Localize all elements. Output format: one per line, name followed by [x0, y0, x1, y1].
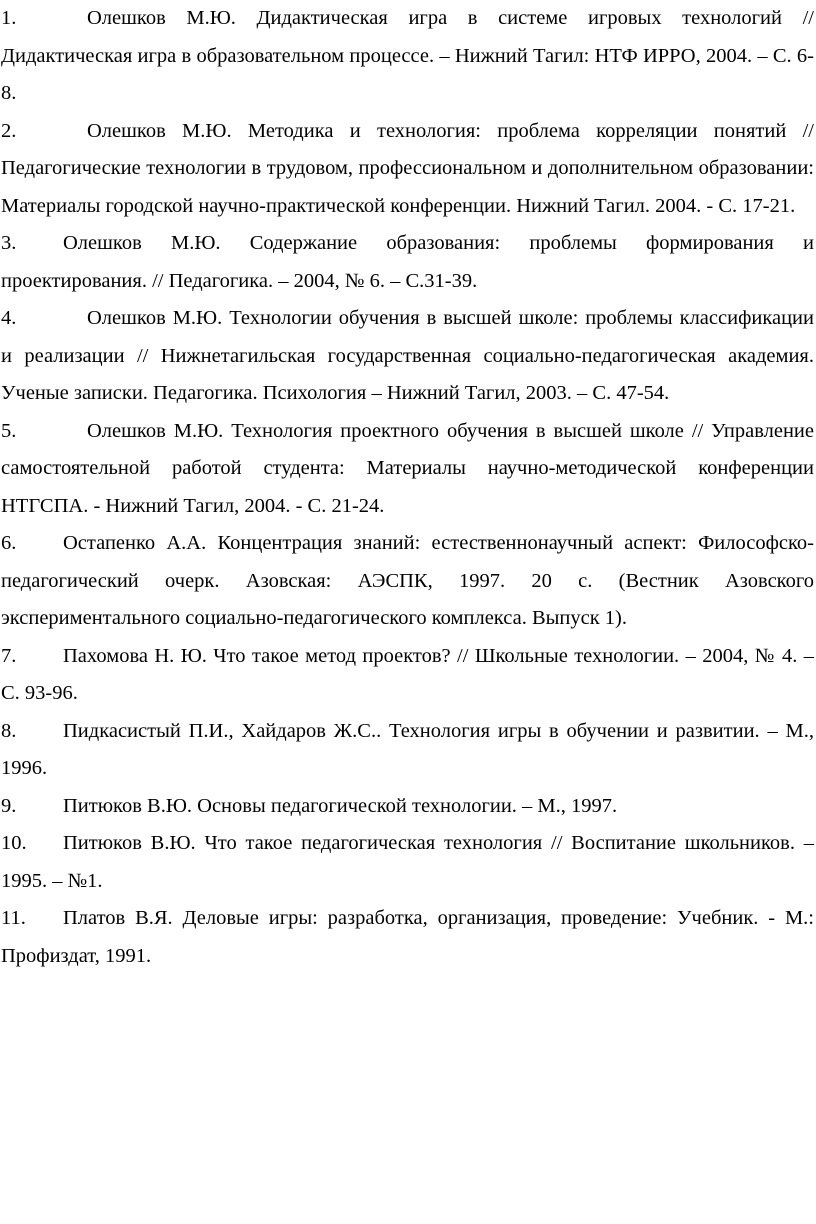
reference-number: 6. [1, 532, 17, 554]
reference-text: Платов В.Я. Деловые игры: разработка, организация, проведение: Учебник. - М.: Профиздат, 1991. [1, 907, 814, 967]
reference-item-4 [1, 300, 814, 413]
reference-number: 7. [1, 644, 17, 667]
reference-item-10 [1, 825, 814, 900]
reference-number: 8. [1, 719, 17, 742]
reference-item-11 [1, 900, 814, 975]
reference-text: Олешков М.Ю. Технологии обучения в высшей школе: проблемы классификации и реализации // Нижнетагильская государственная социально-педагогическая академия. Ученые записки. Педагогика. Психология – Нижний Тагил, 2003. – С. 47-54. [1, 307, 814, 404]
reference-number: 5. [1, 419, 17, 442]
reference-number: 11. [1, 907, 26, 929]
reference-text: Питюков В.Ю. Основы педагогической технологии. – М., 1997. [63, 794, 618, 817]
reference-text: Пидкасистый П.И., Хайдаров Ж.С.. Технология игры в обучении и развитии. – М., 1996. [1, 719, 814, 779]
reference-item-7 [1, 638, 814, 713]
reference-text: Остапенко А.А. Концентрация знаний: естественнонаучный аспект: Философско-педагогический очерк. Азовская: АЭСПК, 1997. 20 с. (Вестник Азовского экспериментального социально-педагогического комплекса. Выпуск 1). [1, 532, 814, 629]
reference-text: Олешков М.Ю. Содержание образования: проблемы формирования и проектирования. // Педагогика. – 2004, № 6. – С.31-39. [1, 232, 814, 292]
reference-text: Олешков М.Ю. Методика и технология: проблема корреляции понятий // Педагогические технологии в трудовом, профессиональном и дополнительном образовании: Материалы городской научно-практической конференции. Нижний Тагил. 2004. - С. 17-21. [1, 119, 814, 217]
reference-item-5 [1, 413, 814, 526]
reference-text: Питюков В.Ю. Что такое педагогическая технология // Воспитание школьников. – 1995. – №1. [1, 832, 814, 892]
reference-text: Пахомова Н. Ю. Что такое метод проектов? // Школьные технологии. – 2004, № 4. – С. 93-96. [1, 644, 814, 704]
reference-item-1 [1, 0, 814, 113]
reference-item-2 [1, 113, 814, 226]
reference-number: 10. [1, 832, 27, 854]
reference-number: 4. [1, 307, 17, 329]
reference-text: Олешков М.Ю. Технология проектного обучения в высшей школе // Управление самостоятельной работой студента: Материалы научно-методической конференции НТГСПА. - Нижний Тагил, 2004. - С. 21-24. [1, 419, 814, 517]
reference-number: 9. [1, 794, 17, 817]
reference-text: Олешков М.Ю. Дидактическая игра в системе игровых технологий // Дидактическая игра в образовательном процессе. – Нижний Тагил: НТФ ИРРО, 2004. – С. 6-8. [1, 7, 814, 104]
reference-number: 2. [1, 119, 17, 142]
reference-item-9 [1, 788, 814, 826]
reference-item-8 [1, 713, 814, 788]
reference-item-6 [1, 525, 814, 638]
reference-number: 3. [1, 232, 17, 254]
reference-item-3 [1, 225, 814, 300]
reference-number: 1. [1, 7, 17, 29]
